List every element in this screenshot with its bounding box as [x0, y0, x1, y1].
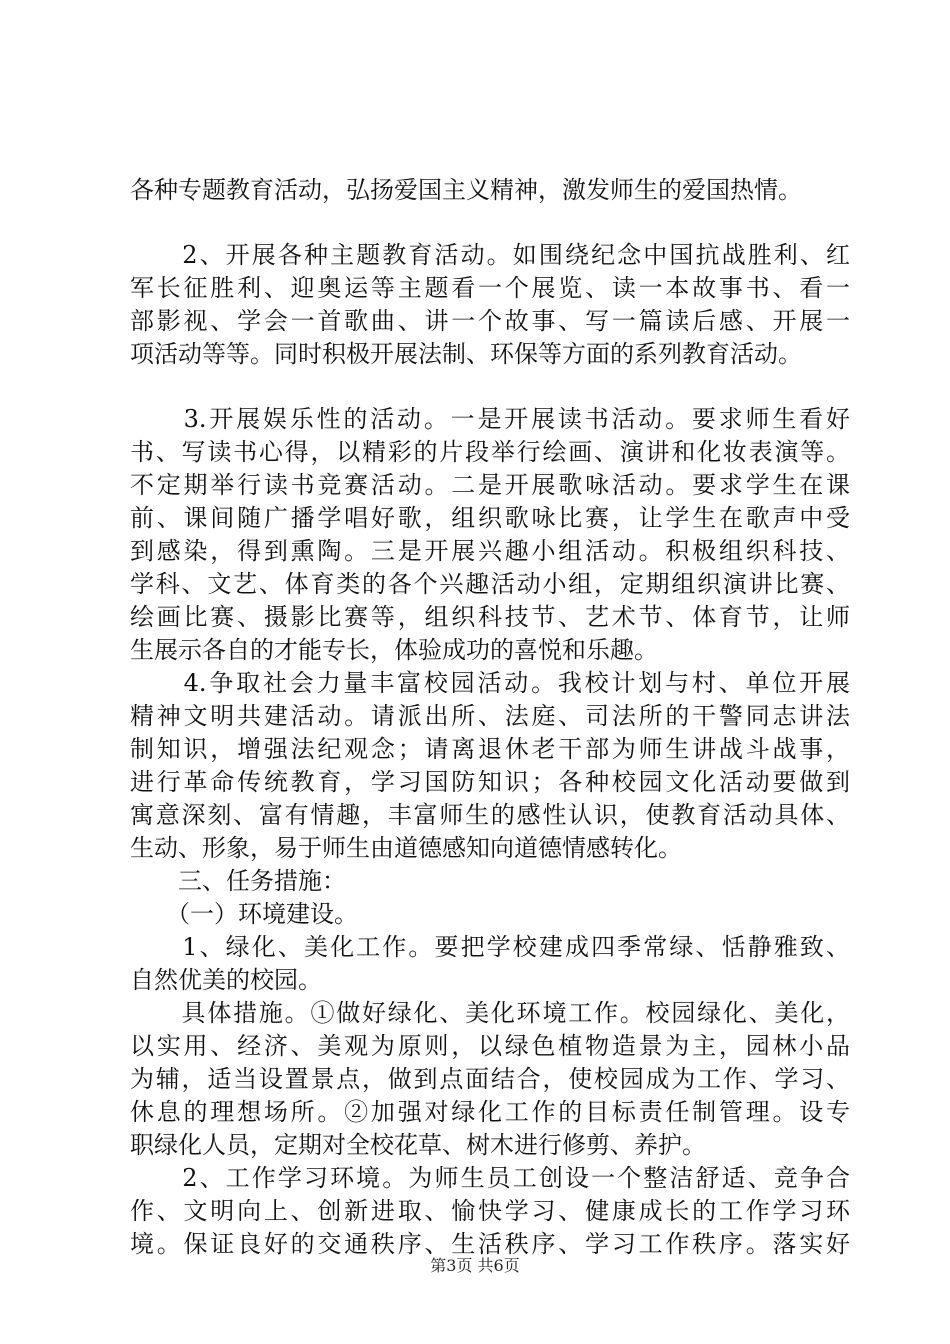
text-line: 生动、形象，易于师生由道德感知向道德情感转化。	[130, 834, 682, 862]
text-line: 学科、文艺、体育类的各个兴趣活动小组，定期组织演讲比赛、	[130, 570, 850, 598]
text-line: （一）环境建设。	[130, 900, 358, 928]
text-line: 自然优美的校园。	[130, 966, 322, 994]
text-line: 2、开展各种主题教育活动。如围绕纪念中国抗战胜利、红	[130, 241, 850, 269]
text-line: 绘画比赛、摄影比赛等，组织科技节、艺术节、体育节，让师	[130, 603, 850, 631]
text-line: 休息的理想场所。②加强对绿化工作的目标责任制管理。设专	[130, 1098, 850, 1126]
text-line: 到感染，得到熏陶。三是开展兴趣小组活动。积极组织科技、	[130, 537, 850, 565]
text-line: 生展示各自的才能专长，体验成功的喜悦和乐趣。	[130, 636, 658, 664]
text-line: 前、课间随广播学唱好歌，组织歌咏比赛，让学生在歌声中受	[130, 504, 850, 532]
text-line: 以实用、经济、美观为原则，以绿色植物造景为主，园林小品	[130, 1032, 850, 1060]
paragraph	[130, 667, 850, 865]
text-line: 境。保证良好的交通秩序、生活秩序、学习工作秩序。落实好	[130, 1230, 850, 1258]
document-body	[130, 174, 850, 1261]
text-line: 职绿化人员，定期对全校花草、树木进行修剪、养护。	[130, 1131, 706, 1159]
text-line: 为辅，适当设置景点，做到点面结合，使校园成为工作、学习、	[130, 1065, 850, 1093]
text-line: 不定期举行读书竞赛活动。二是开展歌咏活动。要求学生在课	[130, 471, 850, 499]
text-line: 三、任务措施：	[130, 867, 346, 895]
paragraph-gap	[130, 207, 850, 239]
text-line: 制知识，增强法纪观念；请离退休老干部为师生讲战斗战事，	[130, 735, 850, 763]
paragraph	[130, 174, 850, 207]
text-line: 具体措施。①做好绿化、美化环境工作。校园绿化、美化，	[130, 999, 850, 1027]
text-line: 4.争取社会力量丰富校园活动。我校计划与村、单位开展	[130, 669, 850, 697]
text-line: 项活动等等。同时积极开展法制、环保等方面的系列教育活动。	[130, 340, 802, 368]
text-line: 部影视、学会一首歌曲、讲一个故事、写一篇读后感、开展一	[130, 307, 850, 335]
text-line: 1、绿化、美化工作。要把学校建成四季常绿、恬静雅致、	[130, 933, 850, 961]
page-footer: 第3页 共6页	[430, 1256, 520, 1275]
text-line: 寓意深刻、富有情趣，丰富师生的感性认识，使教育活动具体、	[130, 801, 850, 829]
paragraph	[130, 239, 850, 371]
text-line: 作、文明向上、创新进取、愉快学习、健康成长的工作学习环	[130, 1197, 850, 1225]
text-line: 3.开展娱乐性的活动。一是开展读书活动。要求师生看好	[130, 405, 850, 433]
text-line: 精神文明共建活动。请派出所、法庭、司法所的干警同志讲法	[130, 702, 850, 730]
text-line: 各种专题教育活动，弘扬爱国主义精神，激发师生的爱国热情。	[130, 176, 802, 204]
paragraph	[130, 898, 850, 931]
paragraph	[130, 997, 850, 1162]
text-line: 书、写读书心得，以精彩的片段举行绘画、演讲和化妆表演等。	[130, 438, 850, 466]
paragraph	[130, 403, 850, 667]
paragraph	[130, 865, 850, 898]
text-line: 进行革命传统教育，学习国防知识；各种校园文化活动要做到	[130, 768, 850, 796]
paragraph	[130, 1162, 850, 1261]
paragraph-gap	[130, 371, 850, 403]
text-line: 军长征胜利、迎奥运等主题看一个展览、读一本故事书、看一	[130, 274, 850, 302]
text-line: 2、工作学习环境。为师生员工创设一个整洁舒适、竞争合	[130, 1164, 850, 1192]
paragraph	[130, 931, 850, 997]
